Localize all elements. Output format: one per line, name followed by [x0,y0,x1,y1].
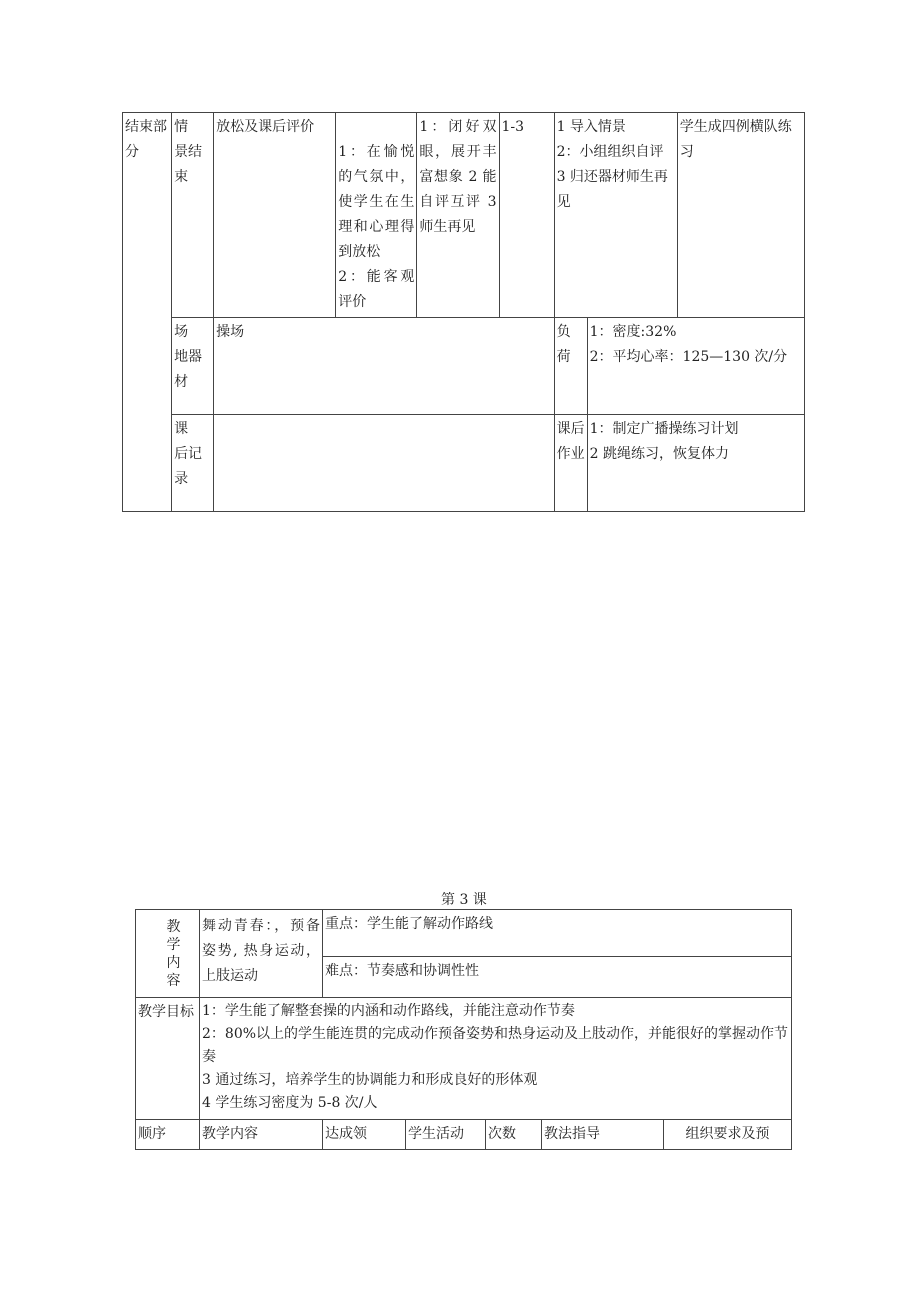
content-label: 教学内容 [136,910,200,998]
part-cell: 结束部分 [123,113,172,512]
content-value: 舞动青春：，预备姿势, 热身运动，上肢运动 [200,910,323,998]
header-organization: 组织要求及预 [664,1120,792,1150]
key-point: 重点：学生能了解动作路线 [323,910,792,957]
section-cell: 情 景结束 [172,113,214,318]
method-cell [554,113,677,318]
homework-1: 1：制定广播操练习计划 [589,421,739,437]
load-label: 负 荷 [554,318,587,415]
load-heart-rate: 2：平均心率：125—130 次/分 [589,349,788,365]
load-density: 1：密度:32% [589,324,677,340]
goals-label: 教学目标 [136,998,200,1120]
goal-1: 1：在愉悦的气氛中，使学生在生理和心理得到放松 [338,144,415,260]
header-order: 顺序 [136,1120,200,1150]
method-2: 2：小组组织自评 [556,144,664,160]
homework-2: 2 跳绳练习，恢复体力 [589,446,729,462]
record-label: 课 后记录 [172,415,214,512]
record-value [214,415,554,512]
homework-values [587,415,804,512]
homework-label: 课后作业 [554,415,587,512]
lesson-end-table [122,112,805,512]
goal-item-3: 3 通过练习，培养学生的协调能力和形成良好的形体观 [202,1072,538,1088]
goals-list [200,998,792,1120]
lesson-plan-table [135,909,792,1150]
organization-cell: 学生成四例横队练习 [677,113,804,318]
header-goal: 达成领 [323,1120,406,1150]
venue-value: 操场 [214,318,554,415]
goal-item-1: 1：学生能了解整套操的内涵和动作路线，并能注意动作节奏 [202,1003,575,1019]
goal-item-4: 4 学生练习密度为 5-8 次/人 [202,1095,378,1111]
goal-item-2: 2：80%以上的学生能连贯的完成动作预备姿势和热身运动及上肢动作，并能很好的掌握动作节奏 [202,1026,789,1065]
method-3: 3 归还器材师生再见 [556,169,668,210]
header-method: 教法指导 [542,1120,664,1150]
lesson-title: 第 3 课 [441,892,487,908]
standards-cell: 1：闭好双眼，展开丰富想象 2 能自评互评 3 师生再见 [417,113,499,318]
header-count: 次数 [486,1120,542,1150]
difficulty: 难点：节奏感和协调性性 [323,957,792,998]
header-activity: 学生活动 [406,1120,486,1150]
count-cell: 1-3 [499,113,554,318]
goals-cell [336,113,417,318]
venue-label: 场 地器材 [172,318,214,415]
method-1: 1 导入情景 [556,119,626,135]
load-values [587,318,804,415]
goal-2: 2：能客观评价 [338,269,415,310]
header-content: 教学内容 [200,1120,323,1150]
content-cell: 放松及课后评价 [214,113,336,318]
